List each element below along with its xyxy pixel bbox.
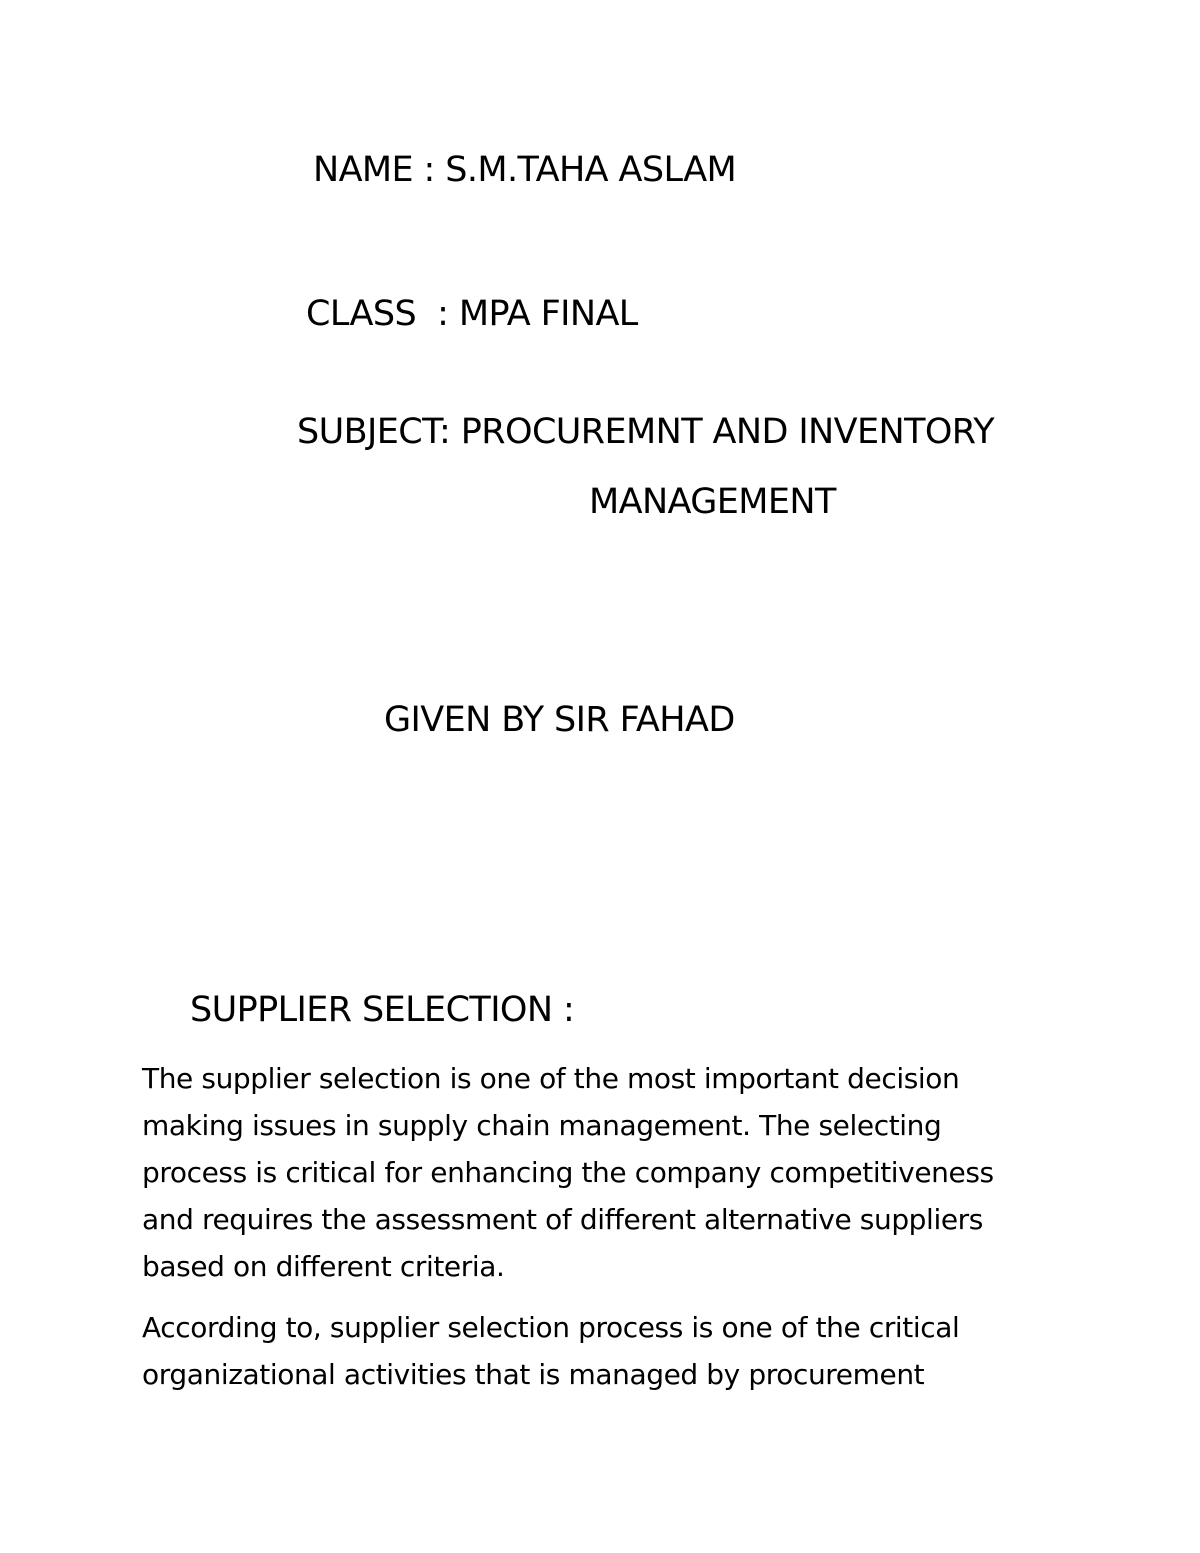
section-heading: SUPPLIER SELECTION : [190,990,575,1030]
paragraph-line: According to, supplier selection process is one of the critical [142,1311,960,1344]
body-paragraph [142,1055,1062,1290]
paragraph-line: process is critical for enhancing the company competitiveness [142,1156,994,1189]
subject-title-continued: MANAGEMENT [589,482,836,522]
body-paragraph [142,1304,1062,1398]
paragraph-line: based on different criteria. [142,1250,505,1283]
student-name: NAME : S.M.TAHA ASLAM [313,150,737,190]
paragraph-line: The supplier selection is one of the most important decision [142,1062,960,1095]
paragraph-line: making issues in supply chain management. The selecting [142,1109,942,1142]
subject-title: SUBJECT: PROCUREMNT AND INVENTORY [297,412,995,452]
paragraph-line: and requires the assessment of different alternative suppliers [142,1203,983,1236]
given-by: GIVEN BY SIR FAHAD [384,700,735,740]
paragraph-line: organizational activities that is managed by procurement [142,1358,925,1391]
class-info: CLASS : MPA FINAL [306,294,638,334]
